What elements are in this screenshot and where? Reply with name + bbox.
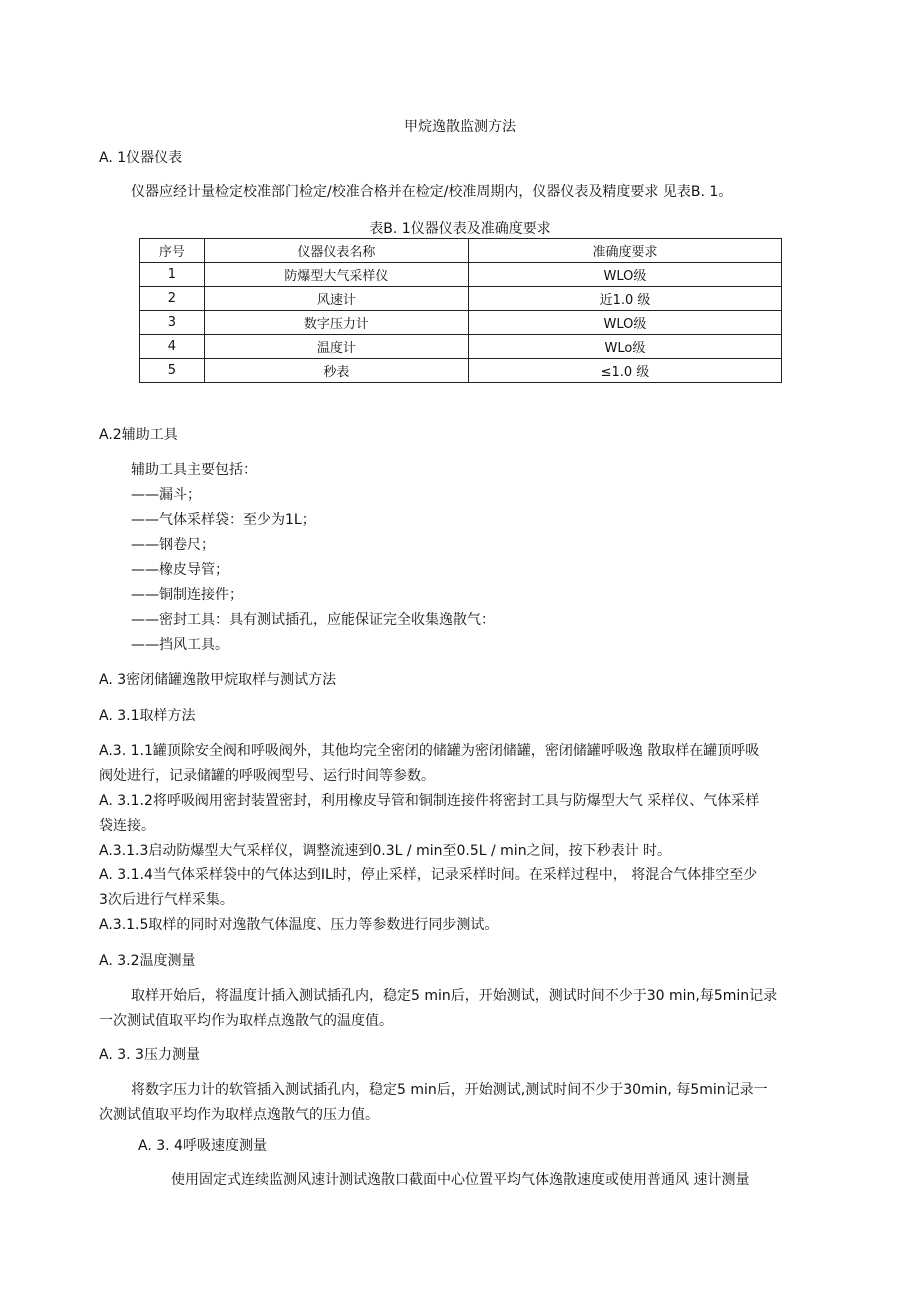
clause-a311-line2: 阀处进行，记录储罐的呼吸阀型号、运行时间等参数。: [99, 768, 435, 784]
table-cell: 秒表: [204, 359, 468, 383]
section-a2-heading: A.2辅助工具: [99, 427, 178, 443]
table-cell: 5: [140, 359, 205, 383]
table-cell: 4: [140, 335, 205, 359]
table-row: [140, 287, 782, 311]
table-row: [140, 311, 782, 335]
section-a32-heading: A. 3.2温度测量: [99, 953, 196, 969]
list-item: ——气体采样袋：至少为1L；: [131, 512, 316, 528]
clause-a314-line2: 3次后进行气样采集。: [99, 892, 234, 908]
table-row: [140, 359, 782, 383]
table-caption: 表B. 1仪器仪表及准确度要求: [369, 221, 551, 237]
instrument-table: [139, 238, 782, 383]
list-item: ——密封工具：具有测试插孔，应能保证完全收集逸散气：: [131, 612, 495, 628]
section-a34-heading: A. 3. 4呼吸速度测量: [138, 1138, 267, 1154]
section-a32-line2: 一次测试值取平均作为取样点逸散气的温度值。: [99, 1013, 393, 1029]
section-a34-line1: 使用固定式连续监测风速计测试逸散口截面中心位置平均气体逸散速度或使用普通风 速计测量: [171, 1172, 750, 1188]
list-item: ——漏斗；: [131, 487, 201, 503]
table-cell: WLO级: [468, 263, 781, 287]
list-item: ——铜制连接件；: [131, 587, 243, 603]
table-row: [140, 335, 782, 359]
table-cell: 防爆型大气采样仪: [204, 263, 468, 287]
table-header-row: [140, 239, 782, 263]
list-item: ——钢卷尺；: [131, 537, 215, 553]
table-cell: WLO级: [468, 311, 781, 335]
clause-a315: A.3.1.5取样的同时对逸散气体温度、压力等参数进行同步测试。: [99, 917, 499, 933]
table-cell: ≤1.0 级: [468, 359, 781, 383]
clause-a313: A.3.1.3启动防爆型大气采样仪，调整流速到0.3L / min至0.5L / min之间，按下秒表计 时。: [99, 843, 672, 859]
table-row: [140, 263, 782, 287]
table-cell: 3: [140, 311, 205, 335]
section-a2-intro: 辅助工具主要包括：: [131, 462, 257, 478]
clause-a312-line2: 袋连接。: [99, 818, 155, 834]
list-item: ——橡皮导管；: [131, 562, 229, 578]
table-cell: 温度计: [204, 335, 468, 359]
table-cell: 近1.0 级: [468, 287, 781, 311]
clause-a311-line1: A.3. 1.1罐顶除安全阀和呼吸阀外，其他均完全密闭的储罐为密闭储罐，密闭储罐呼吸逸 散取样在罐顶呼吸: [99, 743, 760, 759]
section-a1-body: 仪器应经计量检定校准部门检定/校准合格并在检定/校准周期内，仪器仪表及精度要求 见表B. 1。: [131, 184, 733, 200]
list-item: ——挡风工具。: [131, 637, 229, 653]
table-cell: 2: [140, 287, 205, 311]
table-cell: 数字压力计: [204, 311, 468, 335]
section-a1-heading: A. 1仪器仪表: [99, 150, 183, 166]
section-a33-line2: 次测试值取平均作为取样点逸散气的压力值。: [99, 1107, 379, 1123]
clause-a314-line1: A. 3.1.4当气体采样袋中的气体达到IL时，停止采样，记录采样时间。在采样过程中， 将混合气体排空至少: [99, 867, 758, 883]
section-a31-heading: A. 3.1取样方法: [99, 708, 196, 724]
section-a33-heading: A. 3. 3压力测量: [99, 1047, 200, 1063]
section-a33-line1: 将数字压力计的软管插入测试插孔内，稳定5 min后，开始测试,测试时间不少于30min, 每5min记录一: [131, 1082, 768, 1098]
table-header-cell: 准确度要求: [468, 239, 781, 263]
clause-a312-line1: A. 3.1.2将呼吸阀用密封装置密封，利用橡皮导管和铜制连接件将密封工具与防爆型大气 采样仪、气体采样: [99, 793, 760, 809]
table-cell: 1: [140, 263, 205, 287]
table-header-cell: 仪器仪表名称: [204, 239, 468, 263]
table-header-cell: 序号: [140, 239, 205, 263]
page-title: 甲烷逸散监测方法: [404, 119, 516, 135]
table-cell: WLo级: [468, 335, 781, 359]
table-cell: 风速计: [204, 287, 468, 311]
section-a3-heading: A. 3密闭储罐逸散甲烷取样与测试方法: [99, 672, 337, 688]
section-a32-line1: 取样开始后，将温度计插入测试插孔内，稳定5 min后，开始测试，测试时间不少于30 min,每5min记录: [131, 988, 778, 1004]
